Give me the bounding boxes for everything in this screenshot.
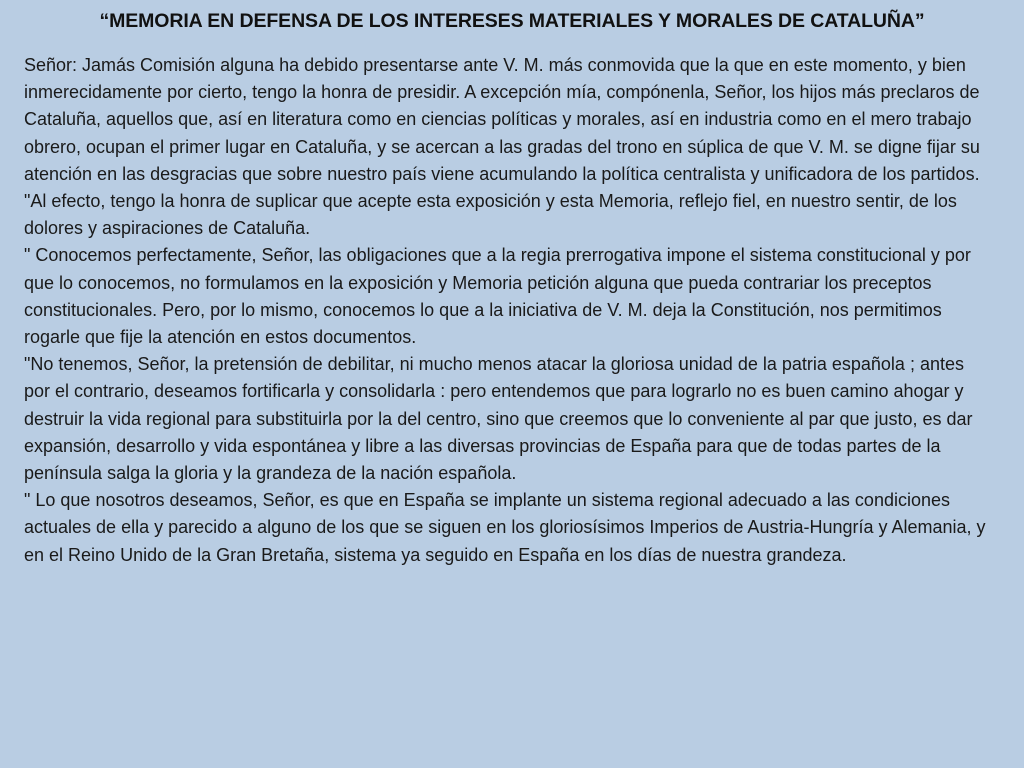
paragraph-2: "Al efecto, tengo la honra de suplicar que acepte esta exposición y esta Memoria, reflejo fiel, en nuestro sentir, de los dolores y aspiraciones de Cataluña. [24, 191, 957, 239]
paragraph-3: " Conocemos perfectamente, Señor, las obligaciones que a la regia prerrogativa impone el sistema constitucional y por que lo conocemos, no formulamos en la exposición y Memoria petición alguna que pueda contrariar los preceptos constitucionales. Pero, por lo mismo, conocemos lo que a la iniciativa de V. M. deja la Constitución, nos permitimos rogarle que fije la atención en estos documentos. [24, 245, 971, 348]
paragraph-5: " Lo que nosotros deseamos, Señor, es que en España se implante un sistema regional adecuado a las condiciones actuales de ella y parecido a alguno de los que se siguen en los gloriosísimos Imperios de Austria-Hungría y Alemania, y en el Reino Unido de la Gran Bretaña, sistema ya seguido en España en los días de nuestra grandeza. [24, 490, 986, 565]
slide-body [24, 52, 992, 569]
paragraph-4: "No tenemos, Señor, la pretensión de debilitar, ni mucho menos atacar la gloriosa unidad de la patria española ; antes por el contrario, deseamos fortificarla y consolidarla : pero entendemos que para lograrlo no es buen camino ahogar y destruir la vida regional para substituirla por la del centro, sino que creemos que lo conveniente al par que justo, es dar expansión, desarrollo y vida espontánea y libre a las diversas provincias de España para que de todas partes de la península salga la gloria y la grandeza de la nación española. [24, 354, 973, 484]
slide-title: “MEMORIA EN DEFENSA DE LOS INTERESES MATERIALES Y MORALES DE CATALUÑA” [99, 10, 925, 32]
paragraph-1: Señor: Jamás Comisión alguna ha debido presentarse ante V. M. más conmovida que la que en este momento, y bien inmerecidamente por cierto, tengo la honra de presidir. A excepción mía, compónenla, Señor, los hijos más preclaros de Cataluña, aquellos que, así en literatura como en ciencias políticas y morales, así en industria como en el mero trabajo obrero, ocupan el primer lugar en Cataluña, y se acercan a las gradas del trono en súplica de que V. M. se digne fijar su atención en las desgracias que sobre nuestro país viene acumulando la política centralista y unificadora de los partidos. [24, 55, 980, 184]
